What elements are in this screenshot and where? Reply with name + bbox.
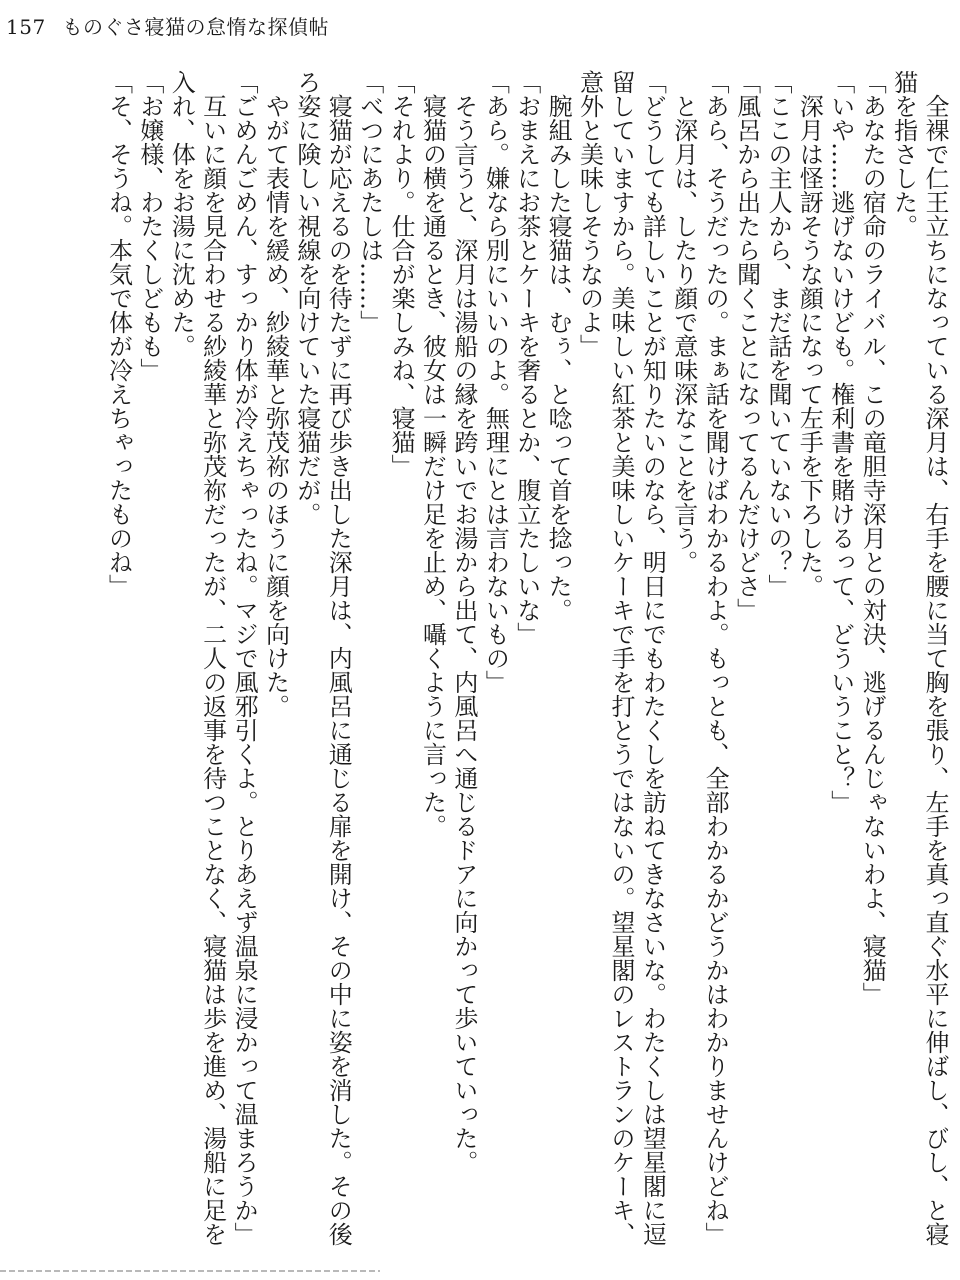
text-line: 腕組みした寝猫は、むぅ、と唸って首を捻った。 [544, 70, 573, 622]
page-number: 157 [6, 15, 46, 39]
vertical-text-body [60, 70, 950, 1250]
text-line: 「ごめんごめん、すっかり体が冷えちゃったね。マジで風邪引くよ。とりあえず温泉に浸かって温まろうか」 [230, 70, 259, 1246]
running-header [6, 14, 329, 40]
text-line: 「あら、そうだったの。まぁ話を聞けばわかるわよ。もっとも、全部わかるかどうかはわかりませんけどね」 [701, 70, 730, 1246]
text-line: やがて表情を緩め、紗綾華と弥茂祢のほうに顔を向けた。 [261, 70, 290, 718]
text-line: 「お嬢様、わたくしどもも」 [135, 70, 164, 382]
text-line: そう言うと、深月は湯船の縁を跨いでお湯から出て、内風呂へ通じるドアに向かって歩いていった。 [449, 70, 478, 1174]
text-line: 「おまえにお茶とケーキを奢るとか、腹立たしいな」 [512, 70, 541, 646]
text-line: 「ここの主人から、まだ話を聞いていないの？」 [763, 70, 792, 598]
text-line: 「どうしても詳しいことが知りたいのなら、明日にでもわたくしを訪ねてきなさいな。わたくしは望星閣に逗留していますから。美味しい紅茶と美味しいケーキで手を打とうではないの。望星閣のレストランのケーキ、意外と美味しそうなのよ」 [575, 70, 667, 1246]
scan-edge-divider [0, 1270, 380, 1272]
text-line: 「あら。嫌なら別にいいのよ。無理にとは言わないもの」 [481, 70, 510, 694]
text-line: 寝猫の横を通るとき、彼女は一瞬だけ足を止め、囁くように言った。 [418, 70, 447, 838]
text-line: 互いに顔を見合わせる紗綾華と弥茂祢だったが、二人の返事を待つことなく、寝猫は歩を進め、湯船に足を入れ、体をお湯に沈めた。 [167, 70, 227, 1246]
text-line: 「べつにあたしは……」 [355, 70, 384, 334]
text-line: 寝猫が応えるのを待たずに再び歩き出した深月は、内風呂に通じる扉を開け、その中に姿を消した。その後ろ姿に険しい視線を向けていた寝猫だが。 [292, 70, 353, 1246]
text-line: 「風呂から出たら聞くことになってるんだけどさ」 [732, 70, 761, 622]
text-line: 深月は怪訝そうな顔になって左手を下ろした。 [795, 70, 824, 598]
text-line: 全裸で仁王立ちになっている深月は、右手を腰に当て胸を張り、左手を真っ直ぐ水平に伸ばし、びし、と寝猫を指さした。 [889, 70, 949, 1246]
text-line: 「そ、そうね。本気で体が冷えちゃったものね」 [104, 70, 133, 598]
text-line: 「それより。仕合が楽しみね、寝猫」 [387, 70, 416, 478]
text-line: と深月は、したり顔で意味深なことを言う。 [669, 70, 698, 574]
text-line: 「あなたの宿命のライバル、この竜胆寺深月との対決、逃げるんじゃないわよ、寝猫」 [858, 70, 887, 1006]
book-title: ものぐさ寝猫の怠惰な探偵帖 [62, 15, 330, 39]
text-line: 「いや……逃げないけども。権利書を賭けるって、どういうこと？」 [826, 70, 855, 814]
